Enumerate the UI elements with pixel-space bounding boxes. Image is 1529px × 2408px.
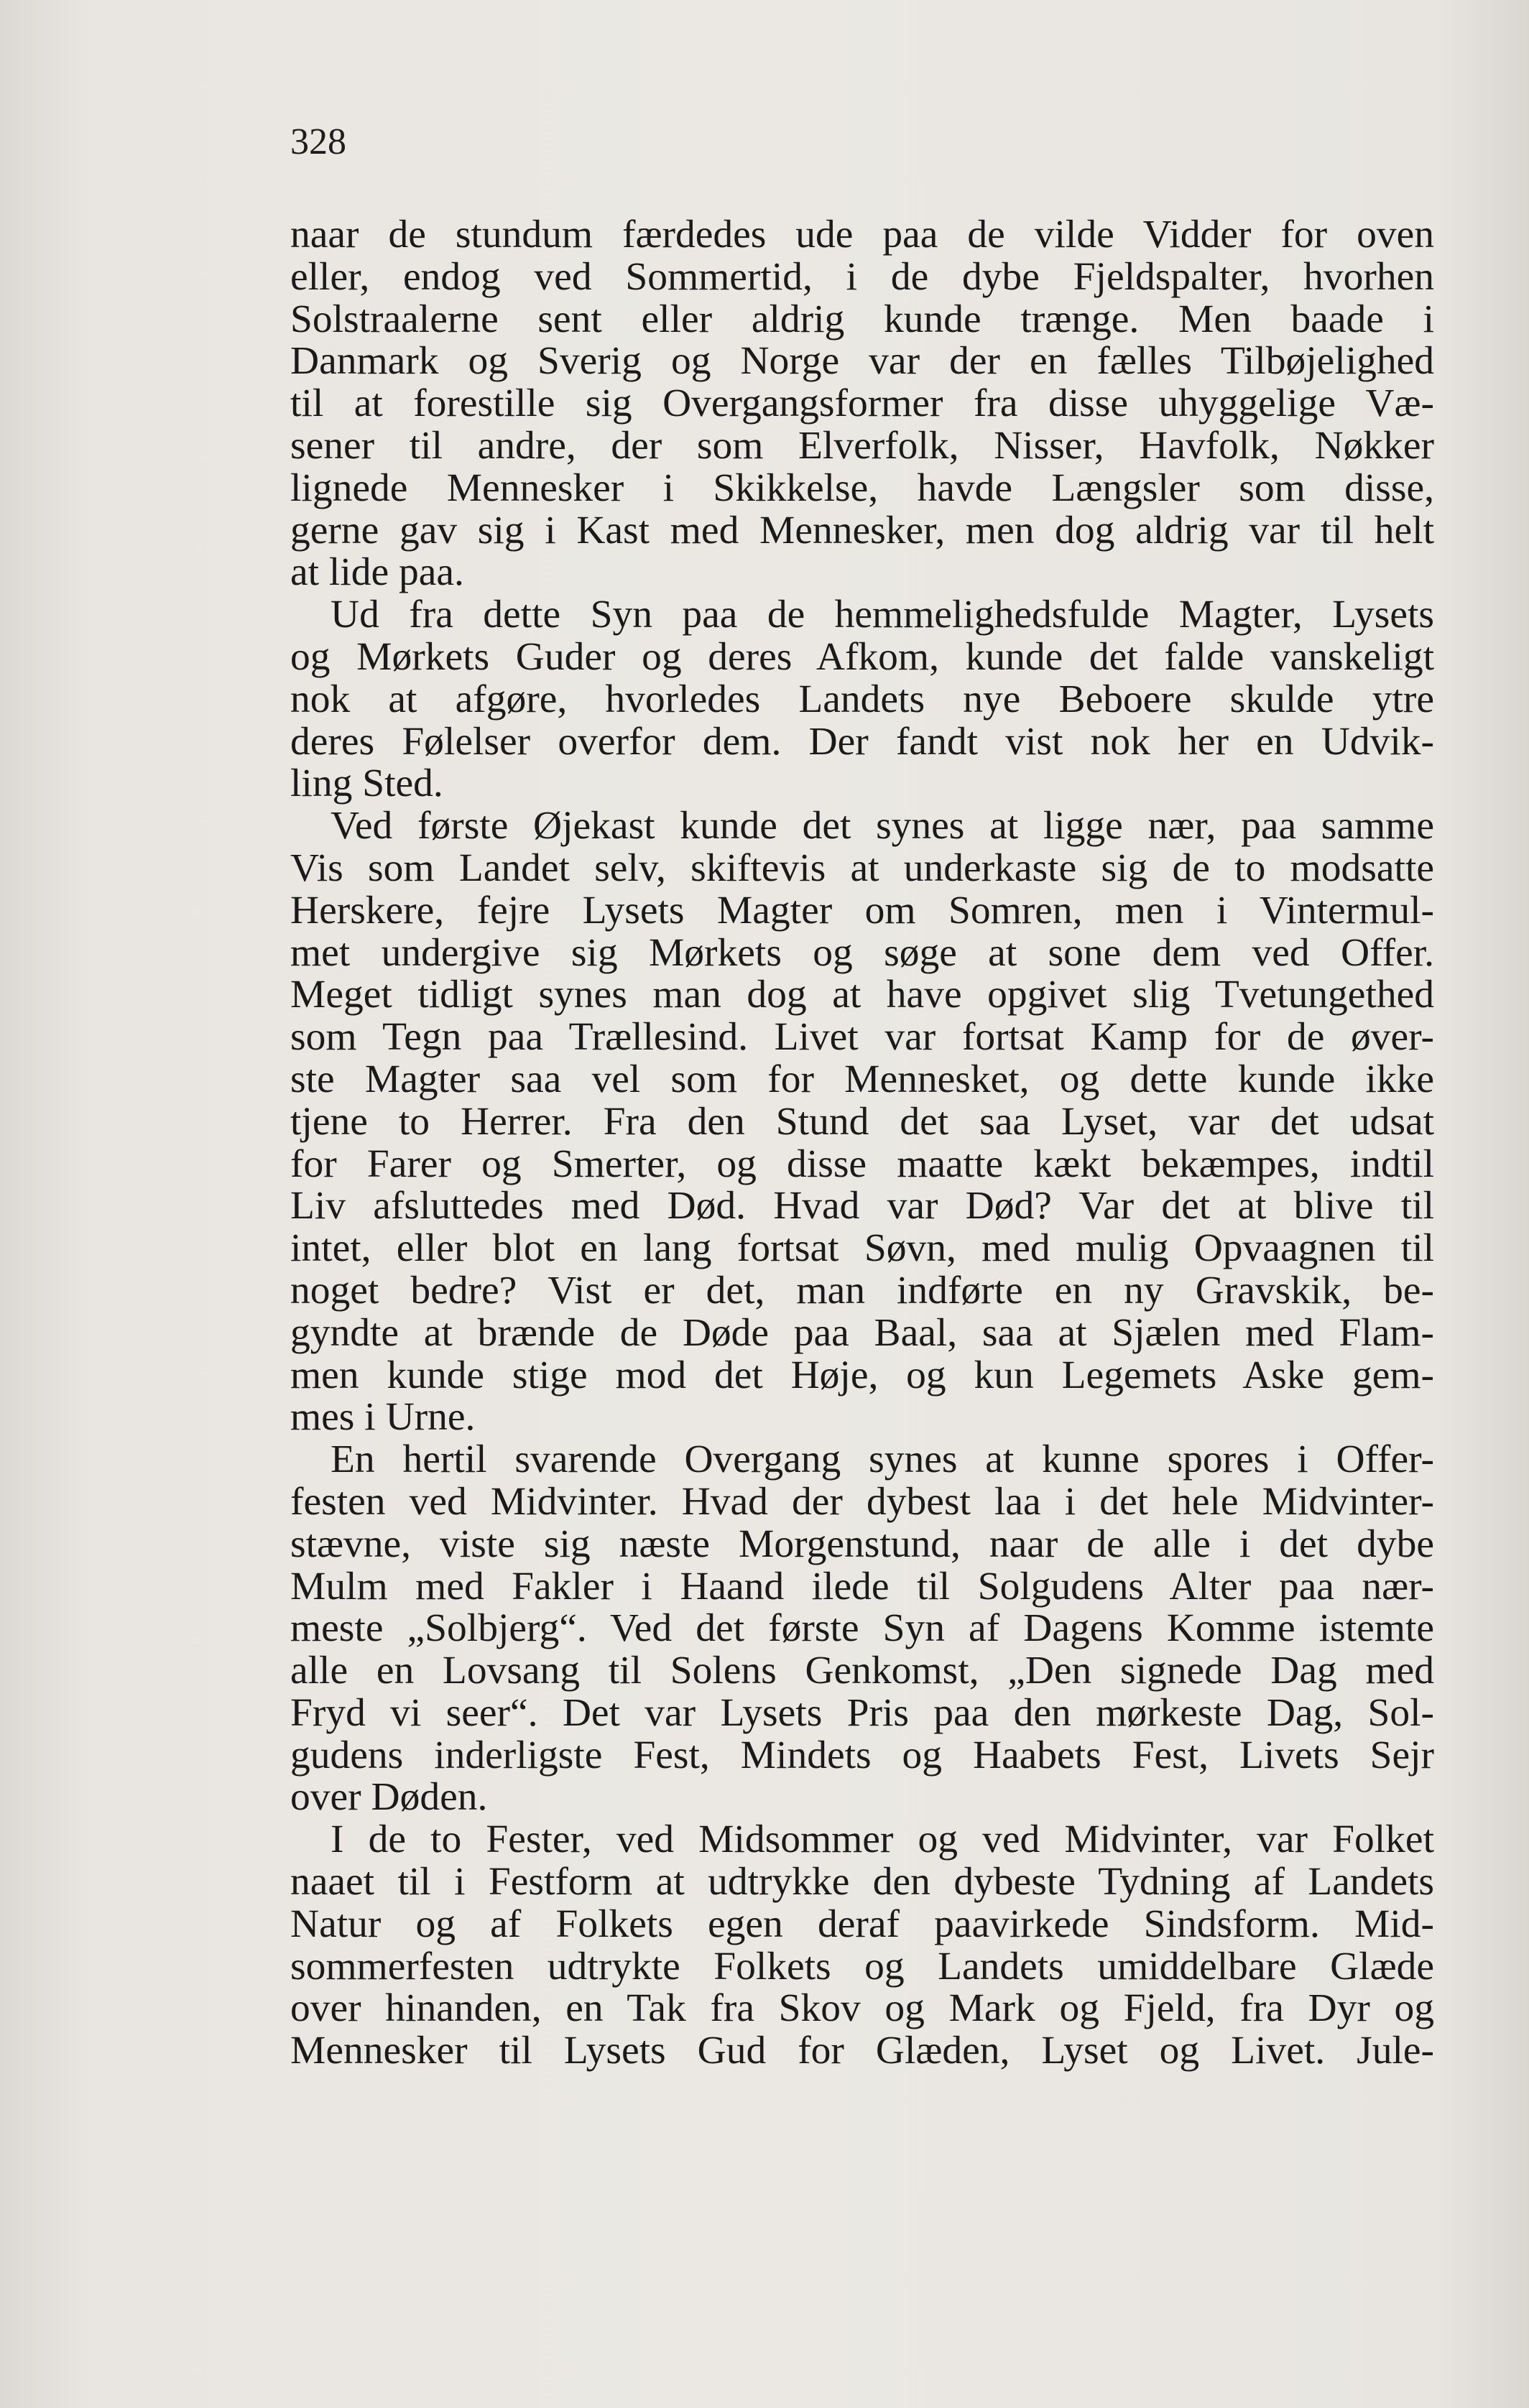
text-line: stævne, viste sig næste Morgenstund, naar de alle i det dybe bbox=[290, 1522, 1434, 1566]
body-text bbox=[290, 214, 1434, 2073]
text-line: sener til andre, der som Elverfolk, Nisser, Havfolk, Nøkker bbox=[290, 423, 1434, 468]
text-line: Danmark og Sverig og Norge var der en fælles Tilbøjelighed bbox=[290, 339, 1434, 384]
text-line: deres Følelser overfor dem. Der fandt vist nok her en Udvik- bbox=[290, 719, 1434, 764]
text-line: sommerfesten udtrykte Folkets og Landets umiddelbare Glæde bbox=[290, 1944, 1434, 1988]
text-line: Vis som Landet selv, skiftevis at underkaste sig de to modsatte bbox=[290, 846, 1434, 890]
text-line: til at forestille sig Overgangsformer fra disse uhyggelige Væ- bbox=[290, 381, 1434, 426]
text-line: at lide paa. bbox=[290, 550, 464, 595]
text-line: naar de stundum færdedes ude paa de vilde Vidder for oven bbox=[290, 213, 1434, 256]
text-line: ling Sted. bbox=[290, 761, 443, 806]
text-line: Natur og af Folkets egen deraf paavirkede Sindsform. Mid- bbox=[290, 1902, 1434, 1946]
text-line: met undergive sig Mørkets og søge at sone dem ved Offer. bbox=[290, 930, 1434, 975]
paragraph bbox=[290, 594, 1434, 805]
text-line: Fryd vi seer“. Det var Lysets Pris paa den mørkeste Dag, Sol- bbox=[290, 1690, 1434, 1735]
text-line: Herskere, fejre Lysets Magter om Somren, men i Vintermul- bbox=[290, 888, 1434, 932]
text-line: eller, endog ved Sommertid, i de dybe Fjeldspalter, hvorhen bbox=[290, 254, 1434, 299]
text-line: og Mørkets Guder og deres Afkom, kunde det falde vanskeligt bbox=[290, 634, 1434, 679]
paragraph bbox=[290, 1439, 1434, 1819]
paragraph bbox=[290, 805, 1434, 1439]
text-line: Liv afsluttedes med Død. Hvad var Død? Var det at blive til bbox=[290, 1184, 1434, 1228]
text-line: gerne gav sig i Kast med Mennesker, men dog aldrig var til helt bbox=[290, 508, 1434, 552]
text-line: tjene to Herrer. Fra den Stund det saa Lyset, var det udsat bbox=[290, 1099, 1434, 1144]
text-line: for Farer og Smerter, og disse maatte kækt bekæmpes, indtil bbox=[290, 1142, 1434, 1186]
page-number: 328 bbox=[290, 121, 346, 162]
text-line: En hertil svarende Overgang synes at kunne spores i Offer- bbox=[331, 1437, 1434, 1482]
text-line: Solstraalerne sent eller aldrig kunde trænge. Men baade i bbox=[290, 297, 1434, 341]
text-line: gyndte at brænde de Døde paa Baal, saa at Sjælen med Flam- bbox=[290, 1310, 1434, 1355]
text-line: alle en Lovsang til Solens Genkomst, „Den signede Dag med bbox=[290, 1649, 1434, 1693]
text-line: Ved første Øjekast kunde det synes at ligge nær, paa samme bbox=[331, 804, 1434, 848]
text-line: men kunde stige mod det Høje, og kun Legemets Aske gem- bbox=[290, 1353, 1434, 1397]
paragraph bbox=[290, 214, 1434, 594]
text-line: over hinanden, en Tak fra Skov og Mark og Fjeld, fra Dyr og bbox=[290, 1986, 1434, 2031]
text-line: som Tegn paa Trællesind. Livet var fortsat Kamp for de øver- bbox=[290, 1015, 1434, 1060]
text-line: festen ved Midvinter. Hvad der dybest laa i det hele Midvinter- bbox=[290, 1479, 1434, 1524]
text-line: Meget tidligt synes man dog at have opgivet slig Tvetungethed bbox=[290, 973, 1434, 1017]
text-line: Mennesker til Lysets Gud for Glæden, Lyset og Livet. Jule- bbox=[290, 2029, 1434, 2073]
text-line: Mulm med Fakler i Haand ilede til Solgudens Alter paa nær- bbox=[290, 1564, 1434, 1608]
text-line: noget bedre? Vist er det, man indførte en ny Gravskik, be- bbox=[290, 1268, 1434, 1312]
text-line: naaet til i Festform at udtrykke den dybeste Tydning af Landets bbox=[290, 1860, 1434, 1904]
text-line: mes i Urne. bbox=[290, 1395, 476, 1440]
text-line: nok at afgøre, hvorledes Landets nye Beboere skulde ytre bbox=[290, 677, 1434, 721]
text-line: meste „Solbjerg“. Ved det første Syn af Dagens Komme istemte bbox=[290, 1606, 1434, 1651]
text-line: Ud fra dette Syn paa de hemmelighedsfulde Magter, Lysets bbox=[331, 593, 1434, 637]
text-line: I de to Fester, ved Midsommer og ved Midvinter, var Folket bbox=[331, 1817, 1434, 1862]
text-line: intet, eller blot en lang fortsat Søvn, med mulig Opvaagnen til bbox=[290, 1226, 1434, 1271]
text-line: gudens inderligste Fest, Mindets og Haabets Fest, Livets Sejr bbox=[290, 1733, 1434, 1777]
text-line: lignede Mennesker i Skikkelse, havde Længsler som disse, bbox=[290, 466, 1434, 510]
paragraph bbox=[290, 1819, 1434, 2073]
text-line: ste Magter saa vel som for Mennesket, og dette kunde ikke bbox=[290, 1057, 1434, 1101]
text-line: over Døden. bbox=[290, 1775, 488, 1820]
